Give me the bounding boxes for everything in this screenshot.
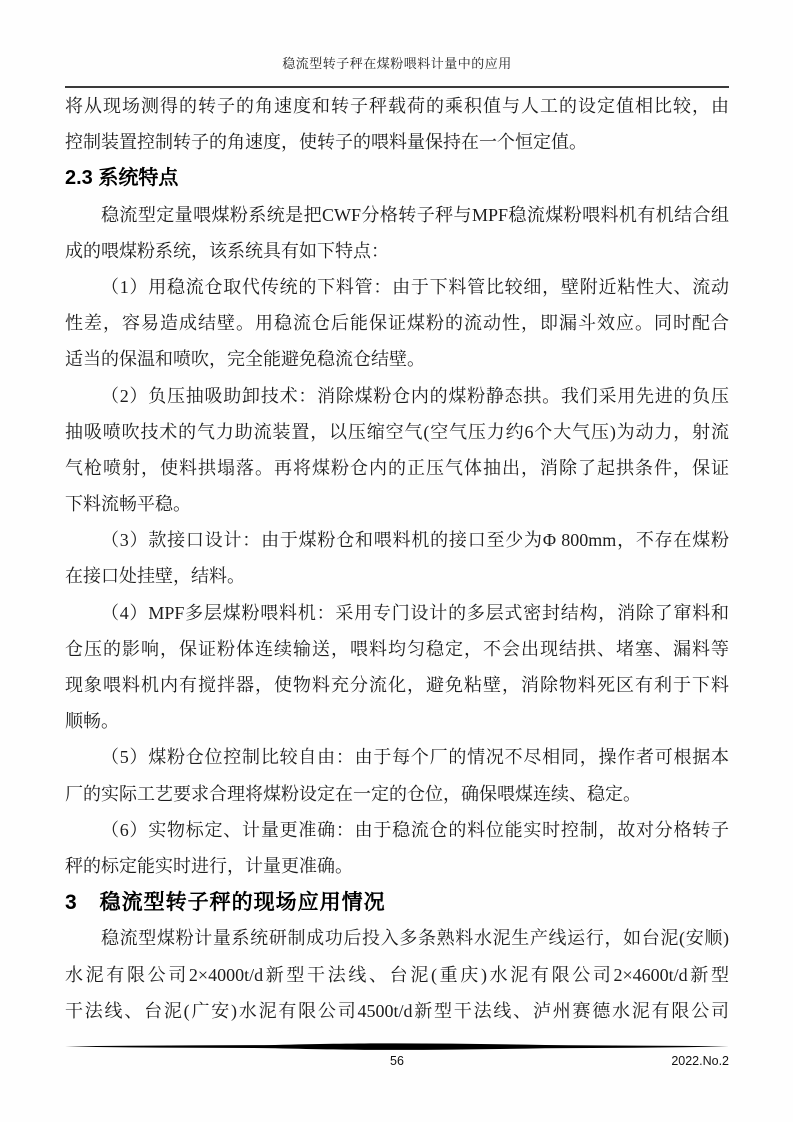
text-line: 适当的保温和喷吹，完全能避免稳流仓结壁。 xyxy=(65,349,425,370)
text-line: 顺畅。 xyxy=(65,711,119,732)
text-line: 控制装置控制转子的角速度，使转子的喂料量保持在一个恒定值。 xyxy=(65,132,587,153)
text-line: 气枪喷射，使料拱塌落。再将煤粉仓内的正压气体抽出，消除了起拱条件，保证 xyxy=(65,457,729,478)
section-heading: 2.3 系统特点 xyxy=(65,167,179,190)
footer-divider xyxy=(65,1042,729,1051)
paragraph xyxy=(65,739,729,811)
text-line: 下料流畅平稳。 xyxy=(65,494,191,515)
text-line: （4）MPF多层煤粉喂料机：采用专门设计的多层式密封结构，消除了窜料和 xyxy=(101,602,729,623)
text-line: 稳流型煤粉计量系统研制成功后投入多条熟料水泥生产线运行，如台泥(安顺) xyxy=(101,928,729,949)
text-line: （5）煤粉仓位控制比较自由：由于每个厂的情况不尽相同，操作者可根据本 xyxy=(101,747,729,768)
footer xyxy=(65,1051,729,1071)
text-line: 性差，容易造成结壁。用稳流仓后能保证煤粉的流动性，即漏斗效应。同时配合 xyxy=(65,313,729,334)
paragraph xyxy=(65,812,729,884)
paragraph xyxy=(65,197,729,269)
paragraph xyxy=(65,522,729,594)
text-line: 稳流型定量喂煤粉系统是把CWF分格转子秤与MPF稳流煤粉喂料机有机结合组 xyxy=(101,204,729,225)
text-line: （6）实物标定、计量更准确：由于稳流仓的料位能实时控制，故对分格转子 xyxy=(101,819,729,840)
text-line: 在接口处挂壁，结料。 xyxy=(65,566,245,587)
text-line: 干法线、台泥(广安)水泥有限公司4500t/d新型干法线、泸州赛德水泥有限公司 xyxy=(65,1000,729,1021)
paragraph xyxy=(65,920,729,1029)
text-line: 抽吸喷吹技术的气力助流装置，以压缩空气(空气压力约6个大气压)为动力，射流 xyxy=(65,421,729,442)
document-body xyxy=(65,88,729,1029)
issue-label: 2022.No.2 xyxy=(671,1054,729,1068)
text-line: 将从现场测得的转子的角速度和转子秤载荷的乘积值与人工的设定值相比较，由 xyxy=(65,96,729,116)
paragraph xyxy=(65,378,729,523)
paragraph xyxy=(65,269,729,378)
text-line: 仓压的影响，保证粉体连续输送，喂料均匀稳定，不会出现结拱、堵塞、漏料等 xyxy=(65,638,729,659)
page-number: 56 xyxy=(390,1054,404,1068)
tapered-line-shape xyxy=(65,1042,729,1051)
text-line: 现象喂料机内有搅拌器，使物料充分流化，避免粘壁，消除物料死区有利于下料 xyxy=(65,675,729,695)
text-line: 成的喂煤粉系统，该系统具有如下特点： xyxy=(65,240,389,261)
content-column xyxy=(65,0,729,1029)
text-line: 水泥有限公司2×4000t/d新型干法线、台泥(重庆)水泥有限公司2×4600t/d新型 xyxy=(65,964,729,985)
section-heading: 3 稳流型转子秤的现场应用情况 xyxy=(65,891,386,915)
paragraph xyxy=(65,595,729,740)
paragraph xyxy=(65,88,729,160)
text-line: 秤的标定能实时进行，计量更准确。 xyxy=(65,855,353,876)
text-line: （1）用稳流仓取代传统的下料管：由于下料管比较细，壁附近粘性大、流动 xyxy=(101,276,729,297)
text-line: （2）负压抽吸助卸技术：消除煤粉仓内的煤粉静态拱。我们采用先进的负压 xyxy=(101,385,729,406)
text-line: 厂的实际工艺要求合理将煤粉设定在一定的仓位，确保喂煤连续、稳定。 xyxy=(65,783,641,804)
text-line: （3）款接口设计：由于煤粉仓和喂料机的接口至少为Φ 800mm，不存在煤粉 xyxy=(101,530,729,551)
running-title: 稳流型转子秤在煤粉喂料计量中的应用 xyxy=(282,56,512,71)
